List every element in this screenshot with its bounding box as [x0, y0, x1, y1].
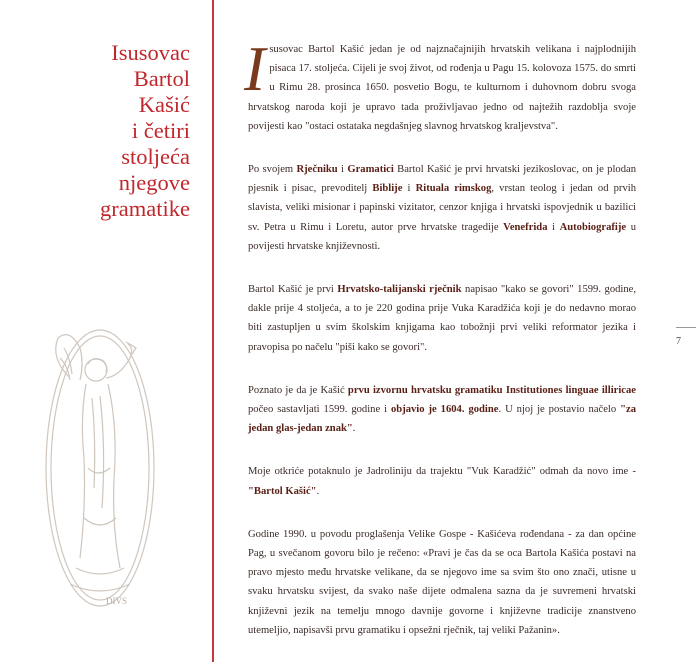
bold-run: Gramatici: [347, 164, 394, 176]
paragraph-5: [248, 462, 636, 500]
bold-run: Hrvatsko-talijanski rječnik: [337, 284, 462, 296]
text-run: Po svojem: [248, 164, 297, 176]
text-run: Bartol Kašić je prvi: [248, 284, 338, 296]
text-run: i: [402, 183, 416, 195]
paragraph-text: Godine 1990. u povodu proglašenja Velike Gospe - Kašićeva rođendana - za dan općine Pag, u svečanom govoru bilo je rečeno: «Pravi je čas da se oca Bartola Kašića postavi na pravo mjesto među hrvatske velikane, da se njegovo ime sa svim što ono znači, utisne u svaku hrvatsku svijest, da svako naše dijete odmalena sazna da je suvremeni hrvatski književni jezik na temelju mnogo davnije govorne i književne tradicije znanstveno utemeljio, napisavši prvu gramatiku i opsežni rječnik, taj veliki Pažanin».: [248, 528, 636, 636]
title-line: stoljeća: [121, 144, 190, 169]
title-line: gramatike: [100, 196, 190, 221]
bold-run: Autobiografije: [559, 221, 627, 233]
bold-run: Rituala rimskog: [415, 183, 492, 195]
bold-run: Rječniku: [296, 164, 338, 176]
text-run: , vrstan teolog i jedan od prvih slavista, veliki misionar i papinski vizitator, cenzor knjiga i hrvatski ispovjednik u bazilici sv. Petra u Rimu i Loretu, autor prve hrvatske tragedije: [248, 183, 637, 233]
text-run: .: [352, 423, 356, 435]
text-run: i: [547, 221, 560, 233]
article-body: [244, 33, 637, 664]
paragraph-text: susovac Bartol Kašić jedan je od najznačajnijih hrvatskih velikana i najplodnijih pisaca 17. stoljeća. Cijeli je svoj život, od rođenja u Pagu 15. kolovoza 1575. do smrti u Rimu 28. prosinca 1650. posvetio Bogu, te kulturnom i duhovnom dobru svoga hrvatskog naroda koji je upravo tada proživljavao jedno od najtežih razdoblja svoje povijesti kao "ostaci ostataka negdašnjeg slavnog hrvatskog kraljevstva".: [248, 44, 636, 132]
red-divider-line: [212, 0, 214, 662]
title-line: njegove: [118, 170, 190, 195]
paragraph-4: [248, 381, 636, 439]
title-line: Kašić: [138, 92, 190, 117]
text-run: . U njoj je postavio načelo: [498, 404, 621, 416]
paragraph-2: [248, 160, 636, 256]
text-run: Bartol Kašić je prvi hrvatski jezikoslovac, on je plodan pjesnik i pisac, prevoditelj: [248, 164, 636, 195]
bold-run: prvu izvornu hrvatsku gramatiku Institutiones linguae illiricae: [347, 384, 636, 396]
text-run: .: [316, 485, 320, 497]
text-run: Poznato je da je Kašić: [248, 384, 348, 396]
paragraph-1: [244, 33, 636, 136]
text-run: u povijesti hrvatske književnosti.: [248, 221, 636, 252]
bold-run: Biblije: [372, 183, 403, 195]
text-run: Moje otkriće potaknulo je Jadroliniju da trajektu "Vuk Karadžić" odmah da novo ime -: [248, 466, 636, 478]
engraving-inscription: DIVS: [106, 596, 128, 606]
title-line: Bartol: [133, 66, 190, 91]
paragraph-3: [248, 280, 636, 357]
drop-cap: I: [244, 33, 266, 104]
title-line: i četiri: [131, 118, 190, 143]
text-run: počeo sastavljati 1599. godine i: [248, 404, 391, 416]
bold-run: "Bartol Kašić": [248, 485, 317, 497]
page-number: 7: [676, 336, 681, 347]
bold-run: objavio je 1604. godine: [391, 404, 499, 416]
paragraph-6: [248, 525, 636, 640]
page-number-rule: [676, 327, 696, 328]
bold-run: Venefrida: [503, 221, 548, 233]
page-title: [10, 40, 190, 222]
title-line: Isusovac: [111, 40, 190, 65]
angel-engraving-illustration: [40, 318, 160, 630]
text-run: i: [337, 164, 348, 176]
bold-run: "za jedan glas-jedan znak": [248, 404, 637, 435]
text-run: napisao "kako se govori" 1599. godine, dakle prije 4 stoljeća, a to je 220 godina prije Vuka Karadžića koji je do nedavno morao biti zastupljen u svim školskim knjigama kao tobožnji prvi veliki reformator jezika i pravopisa po načelu "piši kako se govori".: [248, 284, 636, 353]
